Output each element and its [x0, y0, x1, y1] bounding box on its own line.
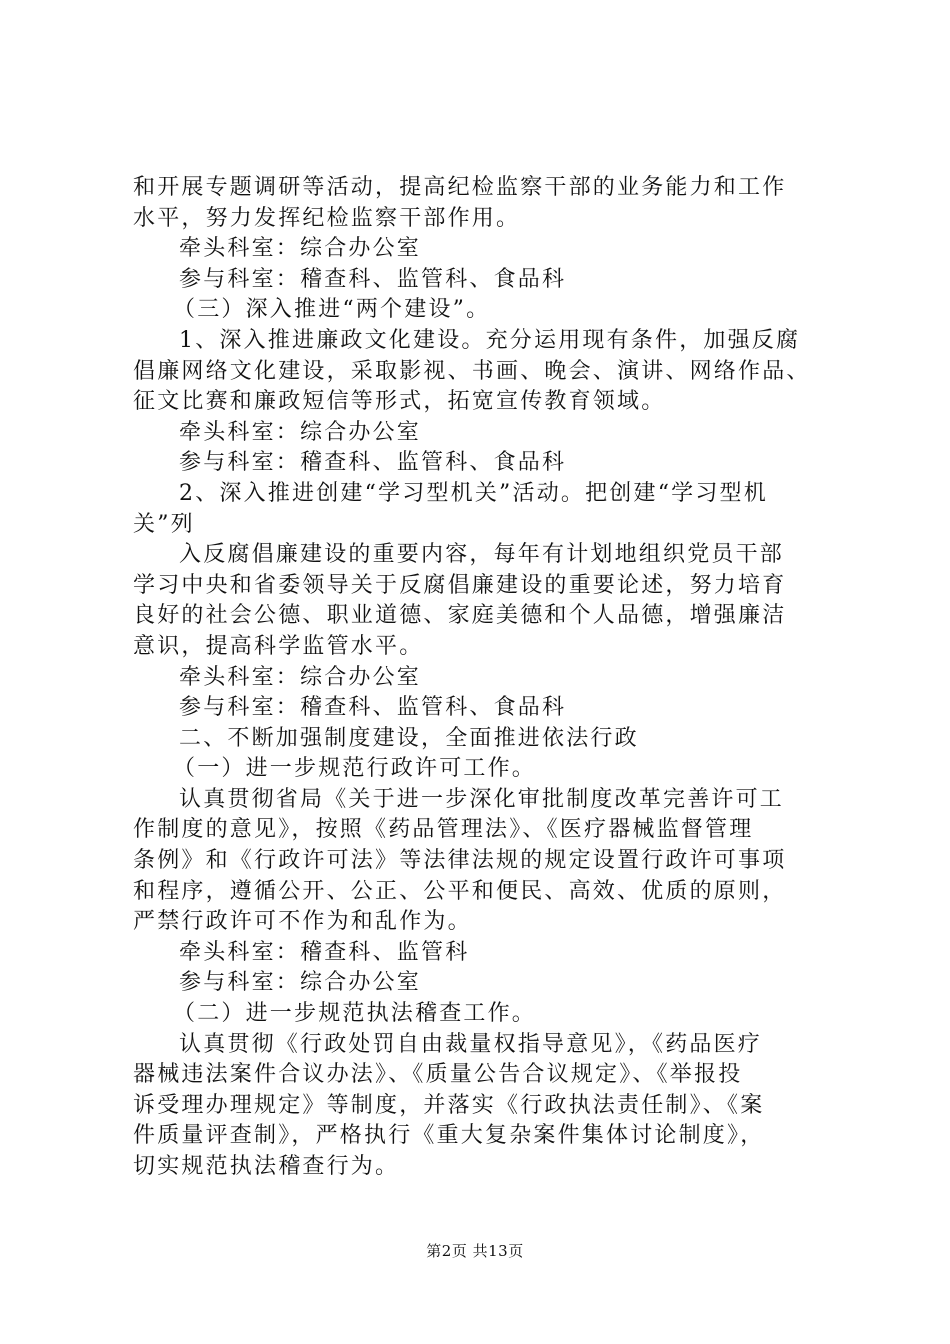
body-line: 作制度的意见》，按照《药品管理法》、《医疗器械监督管理 — [133, 817, 754, 843]
body-line: 参与科室：稽查科、监管科、食品科 — [179, 266, 567, 292]
body-line: 入反腐倡廉建设的重要内容，每年有计划地组织党员干部 — [179, 542, 785, 568]
document-body — [133, 173, 833, 1183]
body-line: 认真贯彻省局《关于进一步深化审批制度改革完善许可工 — [179, 786, 785, 812]
body-line: 器械违法案件合议办法》、《质量公告合议规定》、《举报投 — [133, 1062, 743, 1088]
body-line: 学习中央和省委领导关于反腐倡廉建设的重要论述，努力培育 — [133, 572, 787, 598]
body-line: 水平，努力发挥纪检监察干部作用。 — [133, 205, 521, 231]
body-line: 牵头科室：综合办公室 — [179, 664, 422, 690]
body-line: 参与科室：综合办公室 — [179, 970, 422, 996]
body-line: 关”列 — [133, 511, 195, 537]
body-line: 严禁行政许可不作为和乱作为。 — [133, 909, 472, 935]
body-line: 切实规范执法稽查行为。 — [133, 1154, 400, 1179]
body-line: 1、深入推进廉政文化建设。充分运用现有条件，加强反腐 — [179, 327, 801, 353]
body-line: 和开展专题调研等活动，提高纪检监察干部的业务能力和工作 — [133, 175, 787, 200]
body-line: 意识，提高科学监管水平。 — [133, 633, 424, 659]
body-line: 征文比赛和廉政短信等形式，拓宽宣传教育领域。 — [133, 389, 666, 415]
section-heading: （三）深入推进“两个建设”。 — [173, 297, 491, 323]
body-line: 件质量评查制》，严格执行《重大复杂案件集体讨论制度》， — [133, 1123, 765, 1149]
body-line: 诉受理办理规定》等制度，并落实《行政执法责任制》、《案 — [133, 1092, 765, 1118]
body-line: 认真贯彻《行政处罚自由裁量权指导意见》，《药品医疗 — [179, 1031, 763, 1057]
section-heading: （二）进一步规范执法稽查工作。 — [173, 1001, 537, 1027]
body-line: 倡廉网络文化建设，采取影视、书画、晚会、演讲、网络作品、 — [133, 358, 811, 384]
body-line: 良好的社会公德、职业道德、家庭美德和个人品德，增强廉洁 — [133, 603, 787, 629]
body-line: 牵头科室：综合办公室 — [179, 236, 422, 262]
page-number-footer: 第2页 共13页 — [426, 1242, 524, 1260]
body-line: 和程序，遵循公开、公正、公平和便民、高效、优质的原则， — [133, 878, 787, 904]
section-heading: 二、不断加强制度建设，全面推进依法行政 — [179, 725, 639, 751]
body-line: 牵头科室：综合办公室 — [179, 419, 422, 445]
body-line: 参与科室：稽查科、监管科、食品科 — [179, 695, 567, 721]
section-heading: （一）进一步规范行政许可工作。 — [173, 756, 537, 782]
body-line: 2、深入推进创建“学习型机关”活动。把创建“学习型机 — [179, 480, 768, 506]
body-line: 参与科室：稽查科、监管科、食品科 — [179, 450, 567, 476]
body-line: 条例》和《行政许可法》等法律法规的规定设置行政许可事项 — [133, 848, 787, 874]
body-line: 牵头科室：稽查科、监管科 — [179, 939, 470, 965]
